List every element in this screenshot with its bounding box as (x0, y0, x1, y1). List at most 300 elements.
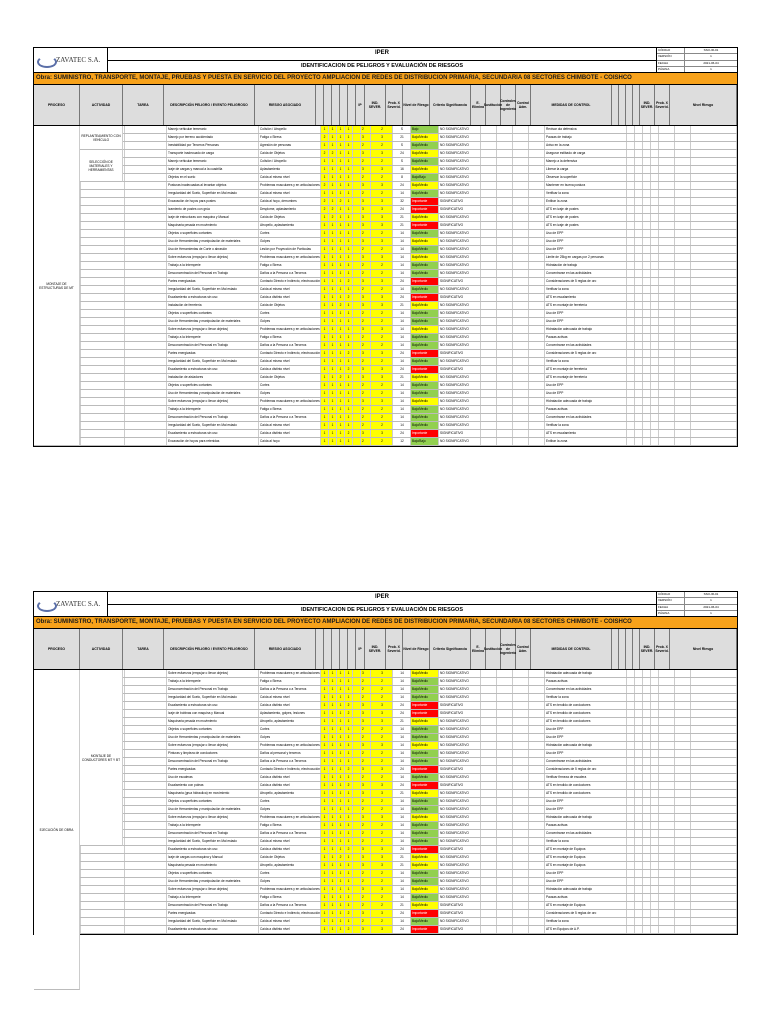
cell-e4 (651, 222, 659, 229)
cell-p5 (353, 798, 361, 805)
cell-risk: Caída a distinto nivel (259, 774, 321, 781)
cell-e3 (643, 318, 651, 325)
cell-sig: NO SIGNIFICATIVO (439, 758, 481, 765)
cell-ctrl: ATS en montaje de ferretería (545, 374, 627, 381)
cell-act (81, 254, 125, 261)
cell-r4 (529, 214, 545, 221)
cell-task (125, 262, 167, 269)
cell-sig: SIGNIFICATIVO (439, 278, 481, 285)
cell-e1 (627, 302, 635, 309)
cell-p1: 1 (321, 862, 329, 869)
cell-p4: 1 (345, 206, 353, 213)
cell-p4: 1 (345, 326, 353, 333)
cell-sig: NO SIGNIFICATIVO (439, 174, 481, 181)
cell-p4: 1 (345, 894, 353, 901)
cell-ip: 2 (361, 310, 371, 317)
cell-e2 (635, 430, 643, 437)
cell-lvl: Bajo/Medio (411, 422, 439, 429)
cell-ev1 (659, 718, 675, 725)
cell-sev: 2 (371, 270, 393, 277)
cell-ip: 3 (361, 254, 371, 261)
cell-p5 (353, 278, 361, 285)
cell-task (125, 430, 167, 437)
cell-r1 (481, 902, 497, 909)
cell-p2: 1 (329, 886, 337, 893)
cell-p1: 1 (321, 438, 329, 445)
column-header-e1 (612, 629, 619, 669)
cell-val: 14 (393, 686, 411, 693)
cell-e3 (643, 734, 651, 741)
cell-ev1 (659, 822, 675, 829)
meta-value: 1 (710, 610, 712, 615)
cell-sig: NO SIGNIFICATIVO (439, 838, 481, 845)
cell-e2 (635, 342, 643, 349)
cell-e3 (643, 254, 651, 261)
cell-e3 (643, 126, 651, 133)
table-row (34, 894, 737, 902)
cell-e1 (627, 318, 635, 325)
cell-sev: 2 (371, 838, 393, 845)
column-header-r1: E. Elimina (471, 629, 486, 669)
cell-r4 (529, 718, 545, 725)
group-cell-act: REPLANTEAMIENTO CON VEHÍCULO (80, 126, 123, 150)
cell-sev: 3 (371, 430, 393, 437)
cell-e3 (643, 846, 651, 853)
cell-r1 (481, 382, 497, 389)
cell-ev2 (675, 798, 691, 805)
cell-lvl: Bajo/Medio (411, 670, 439, 677)
cell-p5 (353, 230, 361, 237)
cell-sig: NO SIGNIFICATIVO (439, 774, 481, 781)
cell-r3 (513, 302, 529, 309)
cell-e2 (635, 190, 643, 197)
cell-p5 (353, 438, 361, 445)
cell-r2 (497, 406, 513, 413)
cell-risk: Daños al personal y terceros (259, 750, 321, 757)
cell-lvl: Importante (411, 278, 439, 285)
meta-key: PÁGINA (657, 67, 685, 72)
cell-sev: 3 (371, 214, 393, 221)
cell-sev: 3 (371, 886, 393, 893)
cell-e2 (635, 238, 643, 245)
meta-value: 1 (710, 66, 712, 71)
cell-e2 (635, 758, 643, 765)
cell-sev: 3 (371, 398, 393, 405)
cell-sev: 3 (371, 134, 393, 141)
cell-ev2 (675, 262, 691, 269)
cell-e3 (643, 270, 651, 277)
cell-e3 (643, 214, 651, 221)
cell-p3: 1 (337, 174, 345, 181)
cell-val: 14 (393, 342, 411, 349)
cell-r1 (481, 262, 497, 269)
cell-e4 (651, 350, 659, 357)
cell-e2 (635, 382, 643, 389)
cell-risk: Cortes (259, 798, 321, 805)
cell-ev1 (659, 358, 675, 365)
cell-r4 (529, 798, 545, 805)
cell-r4 (529, 734, 545, 741)
cell-val: 24 (393, 278, 411, 285)
cell-desc: Escalamiento a estructuras sin uso (167, 846, 259, 853)
cell-p3: 1 (337, 878, 345, 885)
cell-p3: 1 (337, 406, 345, 413)
cell-val: 14 (393, 806, 411, 813)
cell-val: 14 (393, 814, 411, 821)
meta-value: SSO-IR-01 (703, 48, 719, 52)
cell-r3 (513, 174, 529, 181)
cell-desc: Sobre esfuerzos (empujar o llevar objetos) (167, 886, 259, 893)
cell-ev2 (675, 926, 691, 933)
cell-p3: 1 (337, 134, 345, 141)
cell-p1: 1 (321, 286, 329, 293)
cell-ip: 3 (361, 670, 371, 677)
cell-p4: 2 (345, 710, 353, 717)
cell-r1 (481, 358, 497, 365)
cell-act (81, 390, 125, 397)
cell-ev3 (691, 830, 737, 837)
cell-e2 (635, 854, 643, 861)
table-row (34, 350, 737, 358)
cell-sig: NO SIGNIFICATIVO (439, 190, 481, 197)
cell-r1 (481, 334, 497, 341)
cell-e3 (643, 766, 651, 773)
cell-risk: Problemas musculares y en articulaciones (260, 399, 320, 403)
cell-lvl: Bajo/Medio (411, 406, 439, 413)
cell-e2 (635, 790, 643, 797)
cell-sig: NO SIGNIFICATIVO (439, 830, 481, 837)
cell-r4 (529, 710, 545, 717)
cell-ev2 (675, 878, 691, 885)
cell-lvl: Bajo/Medio (411, 734, 439, 741)
cell-p2: 1 (329, 878, 337, 885)
cell-ip: 3 (361, 302, 371, 309)
cell-ctrl: ATS en izaje de postes (545, 222, 627, 229)
cell-ev1 (659, 430, 675, 437)
meta-value: 1 (710, 598, 712, 603)
cell-act (81, 910, 125, 917)
cell-e1 (627, 894, 635, 901)
cell-e3 (643, 326, 651, 333)
cell-p4: 1 (345, 422, 353, 429)
cell-r3 (513, 366, 529, 373)
cell-ctrl: Uso de EPP (545, 310, 627, 317)
meta-key: VERSIÓN (657, 54, 685, 59)
cell-e3 (643, 750, 651, 757)
cell-sig: NO SIGNIFICATIVO (439, 726, 481, 733)
cell-e3 (643, 862, 651, 869)
cell-e2 (635, 830, 643, 837)
cell-e3 (643, 142, 651, 149)
cell-risk: Atropello, aplastamiento (259, 222, 321, 229)
cell-r2 (497, 254, 513, 261)
cell-p1: 1 (321, 718, 329, 725)
cell-e1 (627, 342, 635, 349)
cell-sev: 3 (371, 374, 393, 381)
cell-ev2 (675, 238, 691, 245)
cell-r2 (497, 238, 513, 245)
table-row (34, 406, 737, 414)
cell-ev3 (691, 358, 737, 365)
cell-r1 (481, 758, 497, 765)
doc-meta (657, 48, 737, 72)
cell-r2 (497, 742, 513, 749)
table-row (34, 206, 737, 214)
cell-p3: 1 (337, 846, 345, 853)
cell-e2 (635, 926, 643, 933)
cell-p5 (353, 262, 361, 269)
cell-val: 24 (393, 366, 411, 373)
cell-r1 (481, 350, 497, 357)
cell-risk: Caída al mismo nivel (259, 838, 321, 845)
cell-desc: Izaje de cargas con maquina y Manual (167, 854, 259, 861)
column-header-proc: PROCESO (34, 85, 80, 125)
cell-sig: NO SIGNIFICATIVO (439, 142, 481, 149)
cell-ev2 (675, 390, 691, 397)
cell-ev1 (659, 878, 675, 885)
cell-e3 (643, 918, 651, 925)
cell-lvl: Bajo/Medio (411, 806, 439, 813)
cell-lvl: Importante (411, 782, 439, 789)
cell-desc: Irregularidad del Suelo, Superficie en Mal estado (167, 358, 259, 365)
cell-p1: 1 (321, 318, 329, 325)
cell-ctrl: Hidratación adecuada de trabajo (545, 398, 627, 405)
cell-risk: Caída a distinto nivel (259, 702, 321, 709)
cell-e2 (635, 766, 643, 773)
cell-r4 (529, 438, 545, 445)
cell-p1: 1 (321, 398, 329, 405)
cell-p3: 1 (337, 670, 345, 677)
cell-p3: 1 (337, 726, 345, 733)
cell-risk: Caída de Objetos (259, 854, 321, 861)
cell-p3: 1 (337, 710, 345, 717)
cell-e1 (627, 870, 635, 877)
cell-p5 (353, 270, 361, 277)
cell-lvl: Bajo/Medio (411, 182, 439, 189)
cell-desc: Maquinaria pesada en movimiento (167, 222, 259, 229)
cell-desc: Objetos en el suelo (167, 174, 259, 181)
cell-risk: Caída al mismo nivel (259, 174, 321, 181)
cell-p2: 1 (329, 830, 337, 837)
cell-lvl: Bajo/Medio (411, 750, 439, 757)
cell-e4 (651, 262, 659, 269)
cell-desc: Trabajo a la Intemperie (167, 262, 259, 269)
cell-p5 (353, 670, 361, 677)
cell-p2: 1 (329, 438, 337, 445)
cell-ev1 (659, 910, 675, 917)
cell-task (125, 246, 167, 253)
cell-r1 (481, 862, 497, 869)
cell-p2: 1 (329, 798, 337, 805)
cell-desc: Desconcentración del Personal en Trabajo (167, 270, 259, 277)
cell-e1 (627, 838, 635, 845)
cell-e3 (643, 758, 651, 765)
cell-act (81, 926, 125, 933)
cell-sig: NO SIGNIFICATIVO (439, 166, 481, 173)
cell-e4 (651, 318, 659, 325)
cell-r3 (513, 246, 529, 253)
cell-sig: SIGNIFICATIVO (439, 910, 481, 917)
cell-r3 (513, 734, 529, 741)
cell-ip: 3 (361, 198, 371, 205)
cell-p1: 1 (321, 326, 329, 333)
cell-sev: 2 (371, 878, 393, 885)
table-row (34, 686, 737, 694)
cell-ev3 (691, 886, 737, 893)
cell-e2 (635, 806, 643, 813)
cell-sev: 3 (371, 238, 393, 245)
cell-e1 (627, 902, 635, 909)
cell-p3: 1 (337, 774, 345, 781)
cell-ip: 2 (361, 694, 371, 701)
cell-r4 (529, 790, 545, 797)
cell-risk: Daños a la Persona o a Terceros (259, 830, 321, 837)
cell-ev1 (659, 366, 675, 373)
cell-r4 (529, 830, 545, 837)
cell-ctrl: Uso de EPP (545, 230, 627, 237)
cell-r2 (497, 390, 513, 397)
cell-p2: 1 (329, 670, 337, 677)
cell-r4 (529, 238, 545, 245)
column-header-e2 (619, 629, 626, 669)
cell-risk: Problemas musculares y en articulaciones (260, 183, 320, 187)
cell-task (125, 686, 167, 693)
cell-act (81, 358, 125, 365)
cell-val: 24 (393, 150, 411, 157)
cell-risk: Aplastamiento, golpes, lesiones (259, 710, 321, 717)
cell-r2 (497, 766, 513, 773)
cell-p3: 1 (337, 190, 345, 197)
cell-risk: Caída al mismo nivel (259, 358, 321, 365)
cell-desc: Izaje de bobinas con maquina y Manual (167, 710, 259, 717)
cell-p4: 1 (345, 822, 353, 829)
cell-e1 (627, 334, 635, 341)
cell-ev3 (691, 766, 737, 773)
cell-sig: NO SIGNIFICATIVO (439, 886, 481, 893)
cell-ev1 (659, 750, 675, 757)
cell-ev1 (659, 806, 675, 813)
cell-r1 (481, 886, 497, 893)
cell-p3: 1 (337, 742, 345, 749)
cell-p4: 1 (345, 166, 353, 173)
cell-task (125, 254, 167, 261)
cell-val: 14 (393, 886, 411, 893)
column-header-row (34, 85, 737, 126)
cell-e1 (627, 262, 635, 269)
cell-r1 (481, 822, 497, 829)
cell-e2 (635, 406, 643, 413)
cell-ctrl: Verificar la zona (545, 286, 627, 293)
cell-ev2 (675, 318, 691, 325)
cell-p1: 1 (321, 414, 329, 421)
cell-e3 (643, 174, 651, 181)
cell-ev1 (659, 206, 675, 213)
cell-p3: 1 (337, 886, 345, 893)
cell-p5 (353, 134, 361, 141)
cell-e1 (627, 926, 635, 933)
cell-act (81, 438, 125, 445)
table-row (34, 918, 737, 926)
cell-sev: 2 (371, 310, 393, 317)
table-row (34, 366, 737, 374)
column-header-proc: PROCESO (34, 629, 80, 669)
cell-r3 (513, 830, 529, 837)
cell-ev2 (675, 398, 691, 405)
cell-act (81, 342, 125, 349)
cell-p5 (353, 846, 361, 853)
cell-lvl: Bajo/Medio (411, 798, 439, 805)
cell-r3 (513, 902, 529, 909)
table-row (34, 270, 737, 278)
cell-r1 (481, 174, 497, 181)
cell-risk: Aplastamiento (259, 166, 321, 173)
cell-e3 (643, 854, 651, 861)
cell-r4 (529, 902, 545, 909)
cell-e3 (643, 366, 651, 373)
cell-p2: 1 (329, 158, 337, 165)
cell-r4 (529, 870, 545, 877)
cell-e4 (651, 166, 659, 173)
cell-e4 (651, 398, 659, 405)
project-title-bar: Obra: SUMINISTRO, TRANSPORTE, MONTAJE, PRUEBAS Y PUESTA EN SERVICIO DEL PROYECTO AMPLIACION DE REDES DE DISTRIBUCION PRIMARIA, SECUNDARIA 08 SECTORES CHIMBOTE - COISHCO (34, 617, 737, 629)
cell-ctrl: Limite de 25kg en cargas por 2 personas (545, 254, 627, 261)
cell-p4: 1 (345, 398, 353, 405)
cell-e1 (627, 694, 635, 701)
cell-r1 (481, 246, 497, 253)
cell-e4 (651, 694, 659, 701)
table-row (34, 230, 737, 238)
cell-sev: 2 (371, 318, 393, 325)
table-row (34, 782, 737, 790)
cell-e2 (635, 750, 643, 757)
cell-r2 (497, 414, 513, 421)
cell-p5 (353, 854, 361, 861)
cell-val: 24 (393, 766, 411, 773)
cell-ctrl: Manejo a la defensiva (545, 158, 627, 165)
cell-task (125, 870, 167, 877)
cell-e2 (635, 694, 643, 701)
cell-p4: 2 (345, 782, 353, 789)
cell-val: 21 (393, 302, 411, 309)
cell-p2: 1 (329, 782, 337, 789)
cell-ev2 (675, 910, 691, 917)
cell-ev3 (691, 190, 737, 197)
cell-sig: NO SIGNIFICATIVO (439, 822, 481, 829)
cell-r2 (497, 438, 513, 445)
cell-p4: 1 (345, 742, 353, 749)
cell-ev1 (659, 230, 675, 237)
cell-ev2 (675, 790, 691, 797)
cell-p4: 1 (345, 174, 353, 181)
cell-r2 (497, 862, 513, 869)
cell-p4: 2 (345, 926, 353, 933)
cell-ev3 (691, 166, 737, 173)
cell-p1: 1 (321, 878, 329, 885)
cell-act (81, 382, 125, 389)
cell-e2 (635, 198, 643, 205)
cell-ip: 3 (361, 166, 371, 173)
cell-sig: NO SIGNIFICATIVO (439, 870, 481, 877)
table-row (34, 790, 737, 798)
cell-sev: 2 (371, 678, 393, 685)
cell-e3 (643, 206, 651, 213)
cell-ip: 2 (361, 390, 371, 397)
cell-r2 (497, 422, 513, 429)
cell-val: 24 (393, 710, 411, 717)
cell-act (81, 366, 125, 373)
cell-ev1 (659, 350, 675, 357)
cell-val: 14 (393, 822, 411, 829)
